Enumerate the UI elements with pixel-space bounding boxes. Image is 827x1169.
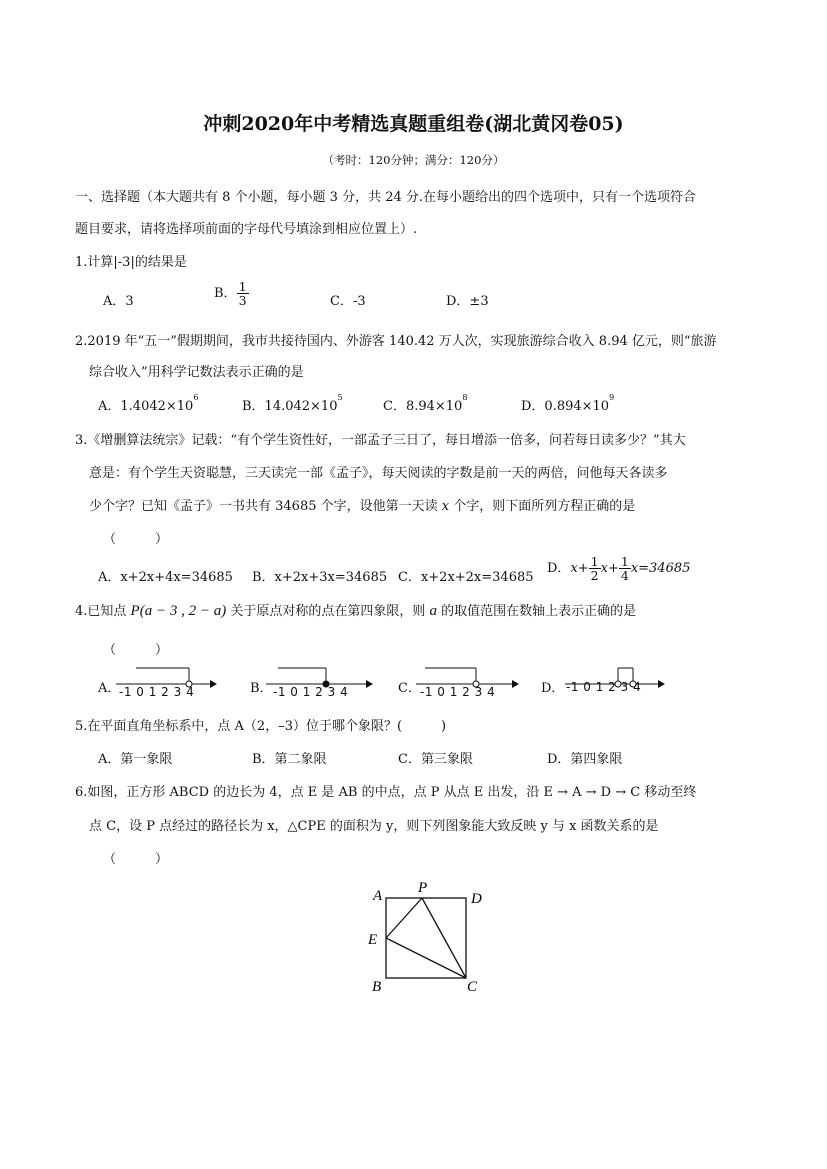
q4-b-ticks: -1 0 1 2 3 4	[273, 685, 349, 699]
segment-pc	[422, 898, 466, 978]
page-title: 冲刺2020年中考精选真题重组卷(湖北黄冈卷05)	[203, 113, 624, 135]
q2-option-b	[242, 395, 343, 414]
q1-b-num: 1	[238, 279, 247, 294]
q2-b-exp: 5	[337, 393, 343, 402]
q4-answer-paren: （ ）	[103, 643, 169, 658]
q5-option-a: A．第一象限	[98, 752, 173, 767]
q5-option-b: B．第二象限	[252, 752, 327, 767]
q2-a-exp: 6	[193, 393, 199, 402]
q3-line3-b: 个字，则下面所列方程正确的是	[449, 499, 636, 514]
q4-stem	[75, 600, 636, 620]
q2-line1: 2.2019 年“五一”假期期间，我市共接待国内、外游客 140.42 万人次，实现旅游综合收入 8.94 亿元，则“旅游	[75, 334, 717, 349]
label-c: C	[467, 979, 478, 995]
q6-line1: 6.如图，正方形 ABCD 的边长为 4，点 E 是 AB 的中点，点 P 从点 E 出发，沿 E → A → D → C 移动至终	[75, 785, 697, 800]
q2-d-exp: 9	[609, 393, 615, 402]
q3-line3-a: 少个字？已知《孟子》一书共有 34685 个字，设他第一天读	[89, 499, 442, 514]
q1-option-a: A．3	[103, 294, 134, 309]
q3-d-f1-num: 1	[590, 554, 599, 569]
q3-line3-x: x	[441, 499, 450, 514]
q4-stem-c: 的取值范围在数轴上表示正确的是	[436, 604, 637, 619]
q3-line1: 3.《增删算法统宗》记载：“有个学生资性好，一部孟子三日了，每日增添一倍多，问若每日读多少？”其大	[75, 433, 686, 448]
exam-info: （考时：120分钟；满分：120分）	[322, 153, 505, 167]
q5-option-c: C．第三象限	[398, 752, 473, 767]
q6-line2: 点 C，设 P 点经过的路径长为 x，△CPE 的面积为 y，则下列图象能大致反映 y 与 x 函数关系的是	[89, 819, 659, 834]
section-intro-line1: 一、选择题（本大题共有 8 个小题，每小题 3 分，共 24 分.在每小题给出的四个选项中，只有一个选项符合	[75, 190, 697, 205]
q2-c-exp: 8	[462, 393, 468, 402]
q3-d-f2-den: 4	[620, 568, 629, 584]
q2-option-d	[521, 395, 614, 414]
q3-option-b: B．x+2x+3x=34685	[252, 570, 388, 585]
q5-stem: 5.在平面直角坐标系中，点 A（2，–3）位于哪个象限？( )	[75, 719, 447, 734]
q4-option-a-label: A．	[98, 681, 121, 696]
q4-option-b-label: B．	[250, 681, 273, 696]
q5-option-d: D．第四象限	[547, 752, 623, 767]
label-b: B	[372, 979, 382, 995]
q4-c-ticks: -1 0 1 2 3 4	[420, 685, 496, 699]
q1-b-fraction	[237, 280, 249, 307]
q2-a-base: A．1.4042×10	[98, 399, 194, 414]
q2-c-base: C．8.94×10	[383, 399, 463, 414]
label-e: E	[368, 932, 378, 948]
q3-d-x2: x+	[600, 561, 619, 577]
q1-option-d: D．±3	[446, 294, 489, 309]
q3-option-c: C．x+2x+2x=34685	[398, 570, 534, 585]
q3-d-x3: x=34685	[630, 561, 691, 577]
q4-stem-b: 关于原点对称的点在第四象限，则	[226, 604, 430, 619]
q1-stem: 1.计算|-3|的结果是	[75, 255, 187, 270]
segment-ep	[386, 898, 422, 938]
q4-a-ticks: -1 0 1 2 3 4	[119, 685, 195, 699]
q3-option-a: A．x+2x+4x=34685	[98, 570, 233, 585]
q4-var: a	[429, 603, 437, 619]
label-a: A	[373, 888, 383, 904]
segment-ec	[386, 938, 466, 978]
q1-option-c: C．-3	[330, 294, 366, 309]
q3-line3	[89, 495, 635, 514]
square-abcd	[386, 898, 466, 978]
q4-d-ticks: -1 0 1 2 3 4	[566, 680, 642, 694]
q2-d-base: D．0.894×10	[521, 399, 610, 414]
q4-option-d-label: D．	[541, 681, 565, 696]
q1-b-den: 3	[238, 293, 247, 309]
q3-line2: 意是：有个学生天资聪慧，三天读完一部《孟子》，每天阅读的字数是前一天的两倍，问他每天各读多	[89, 466, 668, 481]
q2-line2: 综合收入”用科学记数法表示正确的是	[89, 365, 304, 380]
q2-option-c	[383, 395, 467, 414]
q4-stem-a: 4.已知点	[75, 604, 131, 619]
q4-option-c-label: C．	[398, 681, 421, 696]
label-d: D	[471, 891, 482, 907]
q3-option-d	[547, 555, 690, 582]
q4-point: P(a − 3 , 2 − a)	[130, 603, 227, 619]
q1-b-label: B．	[214, 286, 237, 302]
q3-d-label: D．	[547, 561, 571, 577]
q2-b-base: B．14.042×10	[242, 399, 338, 414]
q6-square-figure	[360, 878, 500, 1000]
q3-d-frac1	[589, 555, 601, 582]
q2-option-a	[98, 395, 198, 414]
section-intro-line2: 题目要求，请将选择项前面的字母代号填涂到相应位置上）.	[75, 222, 418, 237]
q3-d-x1: x+	[570, 561, 589, 577]
q3-answer-paren: （ ）	[103, 532, 169, 547]
q6-answer-paren: （ ）	[103, 852, 169, 867]
q3-d-f1-den: 2	[590, 568, 599, 584]
label-p: P	[418, 880, 428, 896]
q3-d-f2-num: 1	[620, 554, 629, 569]
q3-d-frac2	[619, 555, 631, 582]
q1-option-b	[214, 280, 249, 307]
